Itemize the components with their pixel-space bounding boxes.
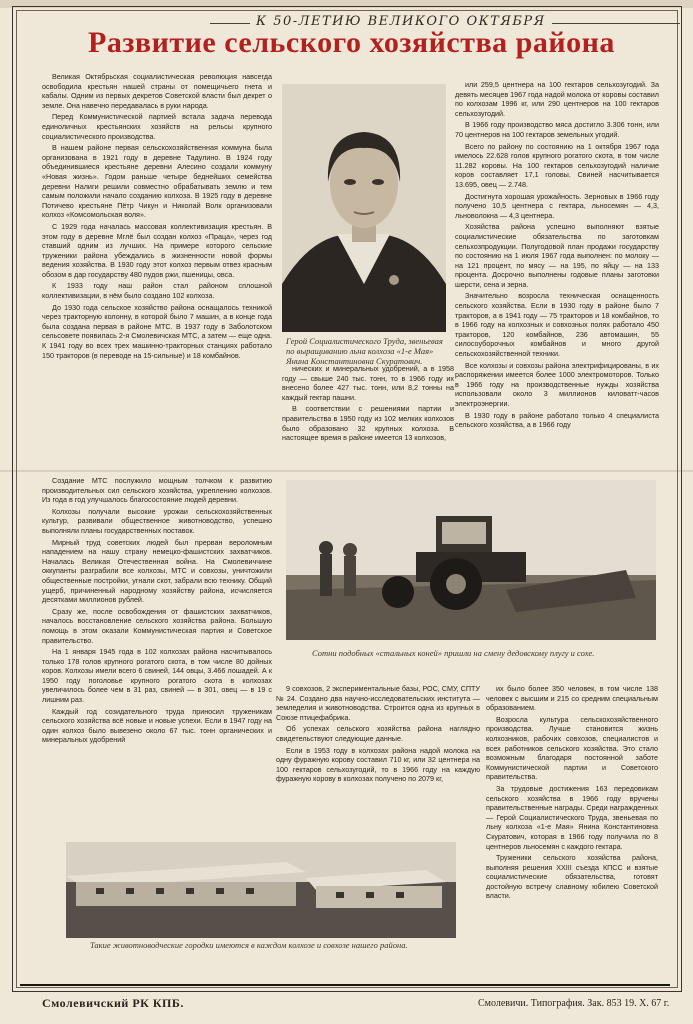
article-paragraph: Возросла культура сельскохозяйственного производства. Лучше становится жизнь колхозников, рабочих совхозов, специалистов и всех работников сельского хозяйства. Это стало возможным благодаря постоянной заботе Коммунистической партии и Советского правительства. xyxy=(486,714,658,782)
article-paragraph: Все колхозы и совхозы района электрифицированы, в их распоряжении имеется более 1000 электромоторов. Только в 1966 году на производственные нужды хозяйства использовали около 3 миллионов киловатт-часов электроэнергии. xyxy=(455,360,659,408)
tractor-caption: Сотни подобных «стальных коней» пришли на смену дедовскому плугу и сохе. xyxy=(312,648,595,658)
kicker-text: К 50-ЛЕТИЮ ВЕЛИКОГО ОКТЯБРЯ xyxy=(250,14,552,29)
portrait-photo xyxy=(282,84,446,332)
article-column-3 xyxy=(276,684,480,834)
article-paragraph: Труженики сельского хозяйства района, выполняя решения XXIII съезда КПСС и взятые социалистические обязательства, готовят достойную встречу славному юбилею Советской власти. xyxy=(486,853,658,901)
article-paragraph: До 1930 года сельское хозяйство района оснащалось техникой через тракторную колонну, в которой было 7 машин, а в конце года была создана первая в районе МТС. В 1937 году в Заболотском сельсовете появилась 2-я Смолевичская МТС, а затем — еще одна. К 1941 году во всех трех машинно-тракторных станциях работало 150 тракторов (в переводе на 15-сильные) и 18 комбайнов. xyxy=(42,302,272,360)
article-column-1 xyxy=(42,72,272,454)
article-paragraph: Если в 1953 году в колхозах района надой молока на одну фуражную корову составил 710 кг, или 32 центнера на 100 гектаров сельхозугодий, то в 1966 году на каждую фуражную корову в колхозах получено по 2079 кг, xyxy=(276,745,480,784)
tractor-image xyxy=(286,480,656,640)
bottom-rule xyxy=(20,984,670,986)
article-column-1-lower xyxy=(42,476,272,838)
article-column-mid xyxy=(282,364,454,464)
article-paragraph: Мирный труд советских людей был прерван вероломным нападением на нашу страну немецко-фашистских захватчиков. Началась Великая Отечественная война. На Смолевиччине оккупанты разграбили все колхозы, МТС и совхозы, уничтожили общественные постройки, угнали скот, забрали всю технику. Общий ущерб, причиненный народному хозяйству района, исчисляется десятками миллионов рублей. xyxy=(42,537,272,605)
article-paragraph: На 1 января 1945 года в 102 колхозах района насчитывалось только 178 голов крупного рогатого скота, в том числе 80 дойных коров. Колхозы имели всего 6 свиней, 144 овцы, 3.466 лошадей. А к 1950 году поголовье крупного рогатого скота в колхозах увеличилось более чем в 31 раз, свиней — в 301, овец — в 19 с лишним раз. xyxy=(42,647,272,705)
footer-print-info: Смолевичи. Типография. Зак. 853 19. X. 67 г. xyxy=(478,998,670,1009)
article-paragraph: Достигнута хорошая урожайность. Зерновых в 1966 году получено 10,5 центнера с гектара, льносемян — 4,3, льноволокна — 4,3 центнера. xyxy=(455,191,659,220)
farm-image xyxy=(66,842,456,938)
article-paragraph: их было более 350 человек, в том числе 138 человек с высшим и 215 со средним специальным образованием. xyxy=(486,684,658,713)
article-paragraph: Сразу же, после освобождения от фашистских захватчиков, началось восстановление сельского хозяйства района. Большую помощь в этом оказали Коммунистическая партия и Советское правительство. xyxy=(42,606,272,645)
article-paragraph: Значительно возросла техническая оснащенность сельского хозяйства. Если в 1930 году в районе было 7 тракторов, а в 1941 году — 75 тракторов и 18 комбайнов, то в 1966 году на колхозных и совхозных полях работало 450 тракторов, 120 комбайнов, 236 автомашин, 55 силосоуборочных комбайнов и много другой сельскохозяйственной техники. xyxy=(455,291,659,359)
article-column-4 xyxy=(486,684,658,960)
article-paragraph: За трудовые достижения 163 передовикам сельского хозяйства в 1966 году вручены правительственные награды. Среди награжденных — Герой Социалистического Труда, звеньевая по льну колхоза «1-е Мая» Янина Константиновна Скуратович, которая в 1966 году получила по 8 центнеров льносемян с каждого гектара. xyxy=(486,783,658,851)
tractor-photo xyxy=(286,480,656,640)
article-paragraph: В 1930 году в районе работало только 4 специалиста сельского хозяйства, а в 1966 году xyxy=(455,410,659,430)
footer-publisher: Смолевичский РК КПБ. xyxy=(42,996,184,1010)
article-paragraph: Перед Коммунистической партией встала задача перевода единоличных крестьянских хозяйств на рельсы крупного социалистического производства. xyxy=(42,112,272,141)
article-paragraph: С 1929 года началась массовая коллективизация крестьян. В этом году в деревне Мглё был создан колхоз «Праца», через год ставший одним из лучших. На примере которого сельские труженики района убеждались в жизненности новой формы ведения хозяйства. В 1930 году этот колхоз первым отвез красным обозом в дар государству 480 пудов ржи, пшеницы, овса. xyxy=(42,221,272,279)
article-column-2 xyxy=(455,80,659,470)
article-paragraph: Всего по району по состоянию на 1 октября 1967 года имелось 22.628 голов крупного рогатого скота, в том числе 11.282 коровы. На 100 гектаров сельхозугодий наличие коров составляет 17,1 головы. Свиней насчитывается 13.695, овец — 2.748. xyxy=(455,141,659,189)
article-paragraph: В нашем районе первая сельскохозяйственная коммуна была организована в 1921 году в деревне Тадулино. В 1924 году объединившиеся крестьяне деревни Алесино создали коммуну «Новая жизнь». Годом раньше четыре беднейших семейства деревни Налиги решили совместно обрабатывать землю и тем самым положили начало созданию колхоза. В 1925 году в деревне Потичево крестьяне Пётр Чикун и Николай Волк организовали колхоз «Комсомольская воля». xyxy=(42,143,272,220)
farm-caption: Такие животноводческие городки имеются в каждом колхозе и совхозе нашего района. xyxy=(90,940,408,950)
article-paragraph: К 1933 году наш район стал районом сплошной коллективизации, в нём было создано 102 колхоза. xyxy=(42,281,272,301)
article-paragraph: Великая Октябрьская социалистическая революция навсегда освободила крестьян нашей страны от помещичьего гнета и кабалы. Одним из первых декретов Советской власти был декрет о земле. Она навечно передавалась в руки народа. xyxy=(42,72,272,110)
page-fold xyxy=(0,470,693,472)
article-paragraph: В 1966 году производство мяса достигло 3.306 тонн, или 70 центнеров на 100 гектаров земельных угодий. xyxy=(455,120,659,139)
article-paragraph: или 259,5 центнера на 100 гектаров сельхозугодий. За девять месяцев 1967 года надой молока от коровы составил по колхозам 1996 кг, или 290 центнеров на 100 гектаров сельхозугодий. xyxy=(455,80,659,118)
article-paragraph: Хозяйства района успешно выполняют взятые социалистические обязательства по заготовкам сельхозпродукции. Полугодовой план продажи государству по состоянию на 1 июля 1967 года выполнен: по молоку — на 121 процент, по мясу — на 195, по яйцу — на 133 процента. Досрочно выполнены годовые планы заготовки шерсти, сена и зерна. xyxy=(455,222,659,289)
article-paragraph: Об успехах сельского хозяйства района наглядно свидетельствуют следующие данные. xyxy=(276,724,480,743)
page-title: Развитие сельского хозяйства района xyxy=(88,26,615,59)
article-paragraph: 9 совхозов, 2 экспериментальные базы, РОС, СМУ, СПТУ № 24. Создано два научно-исследовательских института — земледелия и животноводства. Строится одна из крупных в Союзе птицефабрика. xyxy=(276,684,480,722)
article-paragraph: В соответствии с решениями партии и правительства в 1950 году из 102 мелких колхозов было образовано 32 крупных колхоза. В настоящее время в районе имеется 13 колхозов, xyxy=(282,404,454,443)
article-paragraph: Колхозы получали высокие урожаи сельскохозяйственных культур, развивали общественное животноводство, успешно выполняли планы государственных поставок. xyxy=(42,506,272,535)
farm-photo xyxy=(66,842,456,938)
portrait-image xyxy=(282,84,446,332)
portrait-caption: Герой Социалистического Труда, звеньевая по выращиванию льна колхоза «1-е Мая» Янина Константиновна Скуратович. xyxy=(286,336,443,366)
article-paragraph: нических и минеральных удобрений, а в 1958 году — свыше 240 тыс. тонн, то в 1966 году их внесено более 427 тыс. тонн, или 8,2 тонны на каждый гектар пашни. xyxy=(282,364,454,402)
article-paragraph: Каждый год созидательного труда приносил труженикам сельского хозяйства всё новые и новые успехи. Если в 1947 году на один колхоз было вывезено около 67 тыс. тонн органических и минеральных удобрений xyxy=(42,706,272,745)
article-paragraph: Создание МТС послужило мощным толчком к развитию производительных сил сельского хозяйства, укреплению колхозов. Из года в год улучшалось благосостояние людей деревни. xyxy=(42,476,272,505)
